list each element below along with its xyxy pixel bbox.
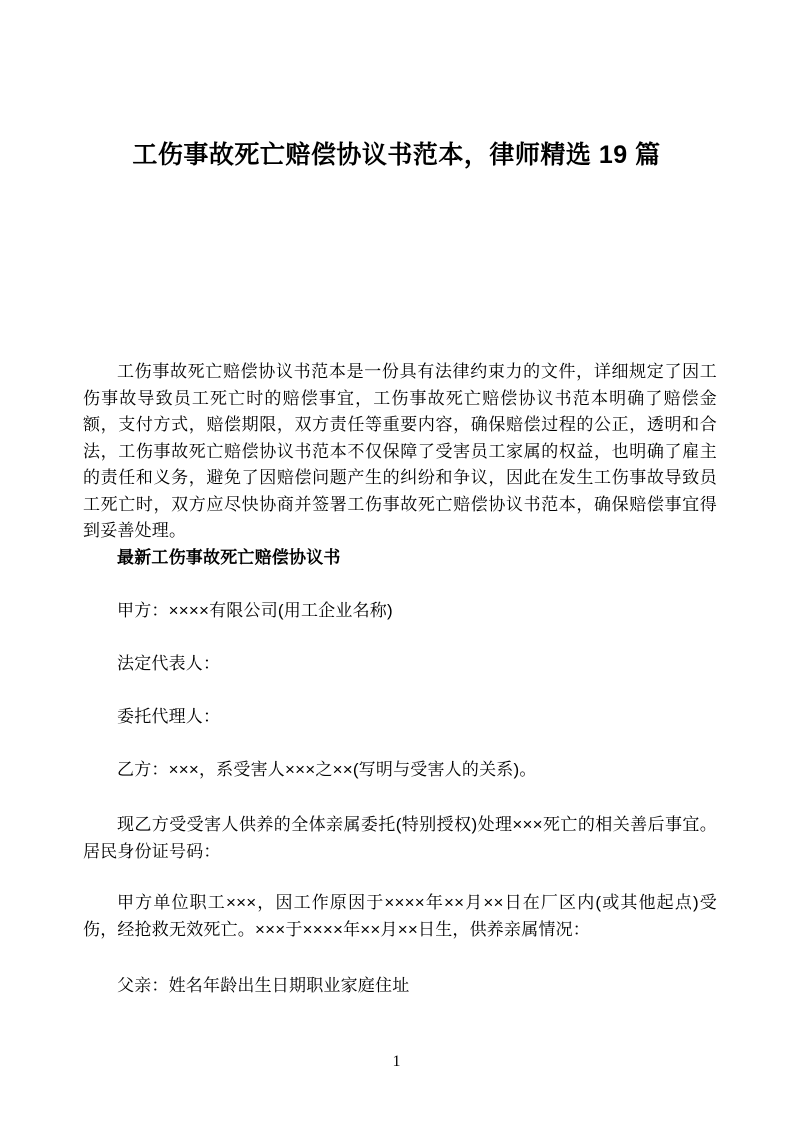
document-title: 工伤事故死亡赔偿协议书范本，律师精选 19 篇	[132, 141, 661, 169]
intro-paragraph: 工伤事故死亡赔偿协议书范本是一份具有法律约束力的文件，详细规定了因工伤事故导致员工死亡时的赔偿事宜，工伤事故死亡赔偿协议书范本明确了赔偿金额，支付方式，赔偿期限，双方责任等重要内容，确保赔偿过程的公正，透明和合法，工伤事故死亡赔偿协议书范本不仅保障了受害员工家属的权益，也明确了雇主的责任和义务，避免了因赔偿问题产生的纠纷和争议，因此在发生工伤事故导致员工死亡时，双方应尽快协商并签署工伤事故死亡赔偿协议书范本，确保赔偿事宜得到妥善处理。	[83, 362, 717, 540]
father-line: 父亲：姓名年龄出生日期职业家庭住址	[117, 976, 410, 995]
entrusted-agent-line: 委托代理人：	[117, 707, 221, 726]
entrustment-paragraph: 现乙方受受害人供养的全体亲属委托(特别授权)处理×××死亡的相关善后事宜。居民身份证号码：	[83, 815, 717, 861]
accident-paragraph: 甲方单位职工×××，因工作原因于××××年××月××日在厂区内(或其他起点)受伤，经抢救无效死亡。×××于××××年××月××日生，供养亲属情况：	[83, 893, 717, 939]
party-b-line: 乙方：×××，系受害人×××之××(写明与受害人的关系)。	[117, 760, 537, 779]
legal-representative-line: 法定代表人：	[117, 654, 221, 673]
party-a-line: 甲方：××××有限公司(用工企业名称)	[117, 601, 393, 620]
section-heading: 最新工伤事故死亡赔偿协议书	[117, 548, 341, 567]
page-number: 1	[392, 1053, 401, 1070]
